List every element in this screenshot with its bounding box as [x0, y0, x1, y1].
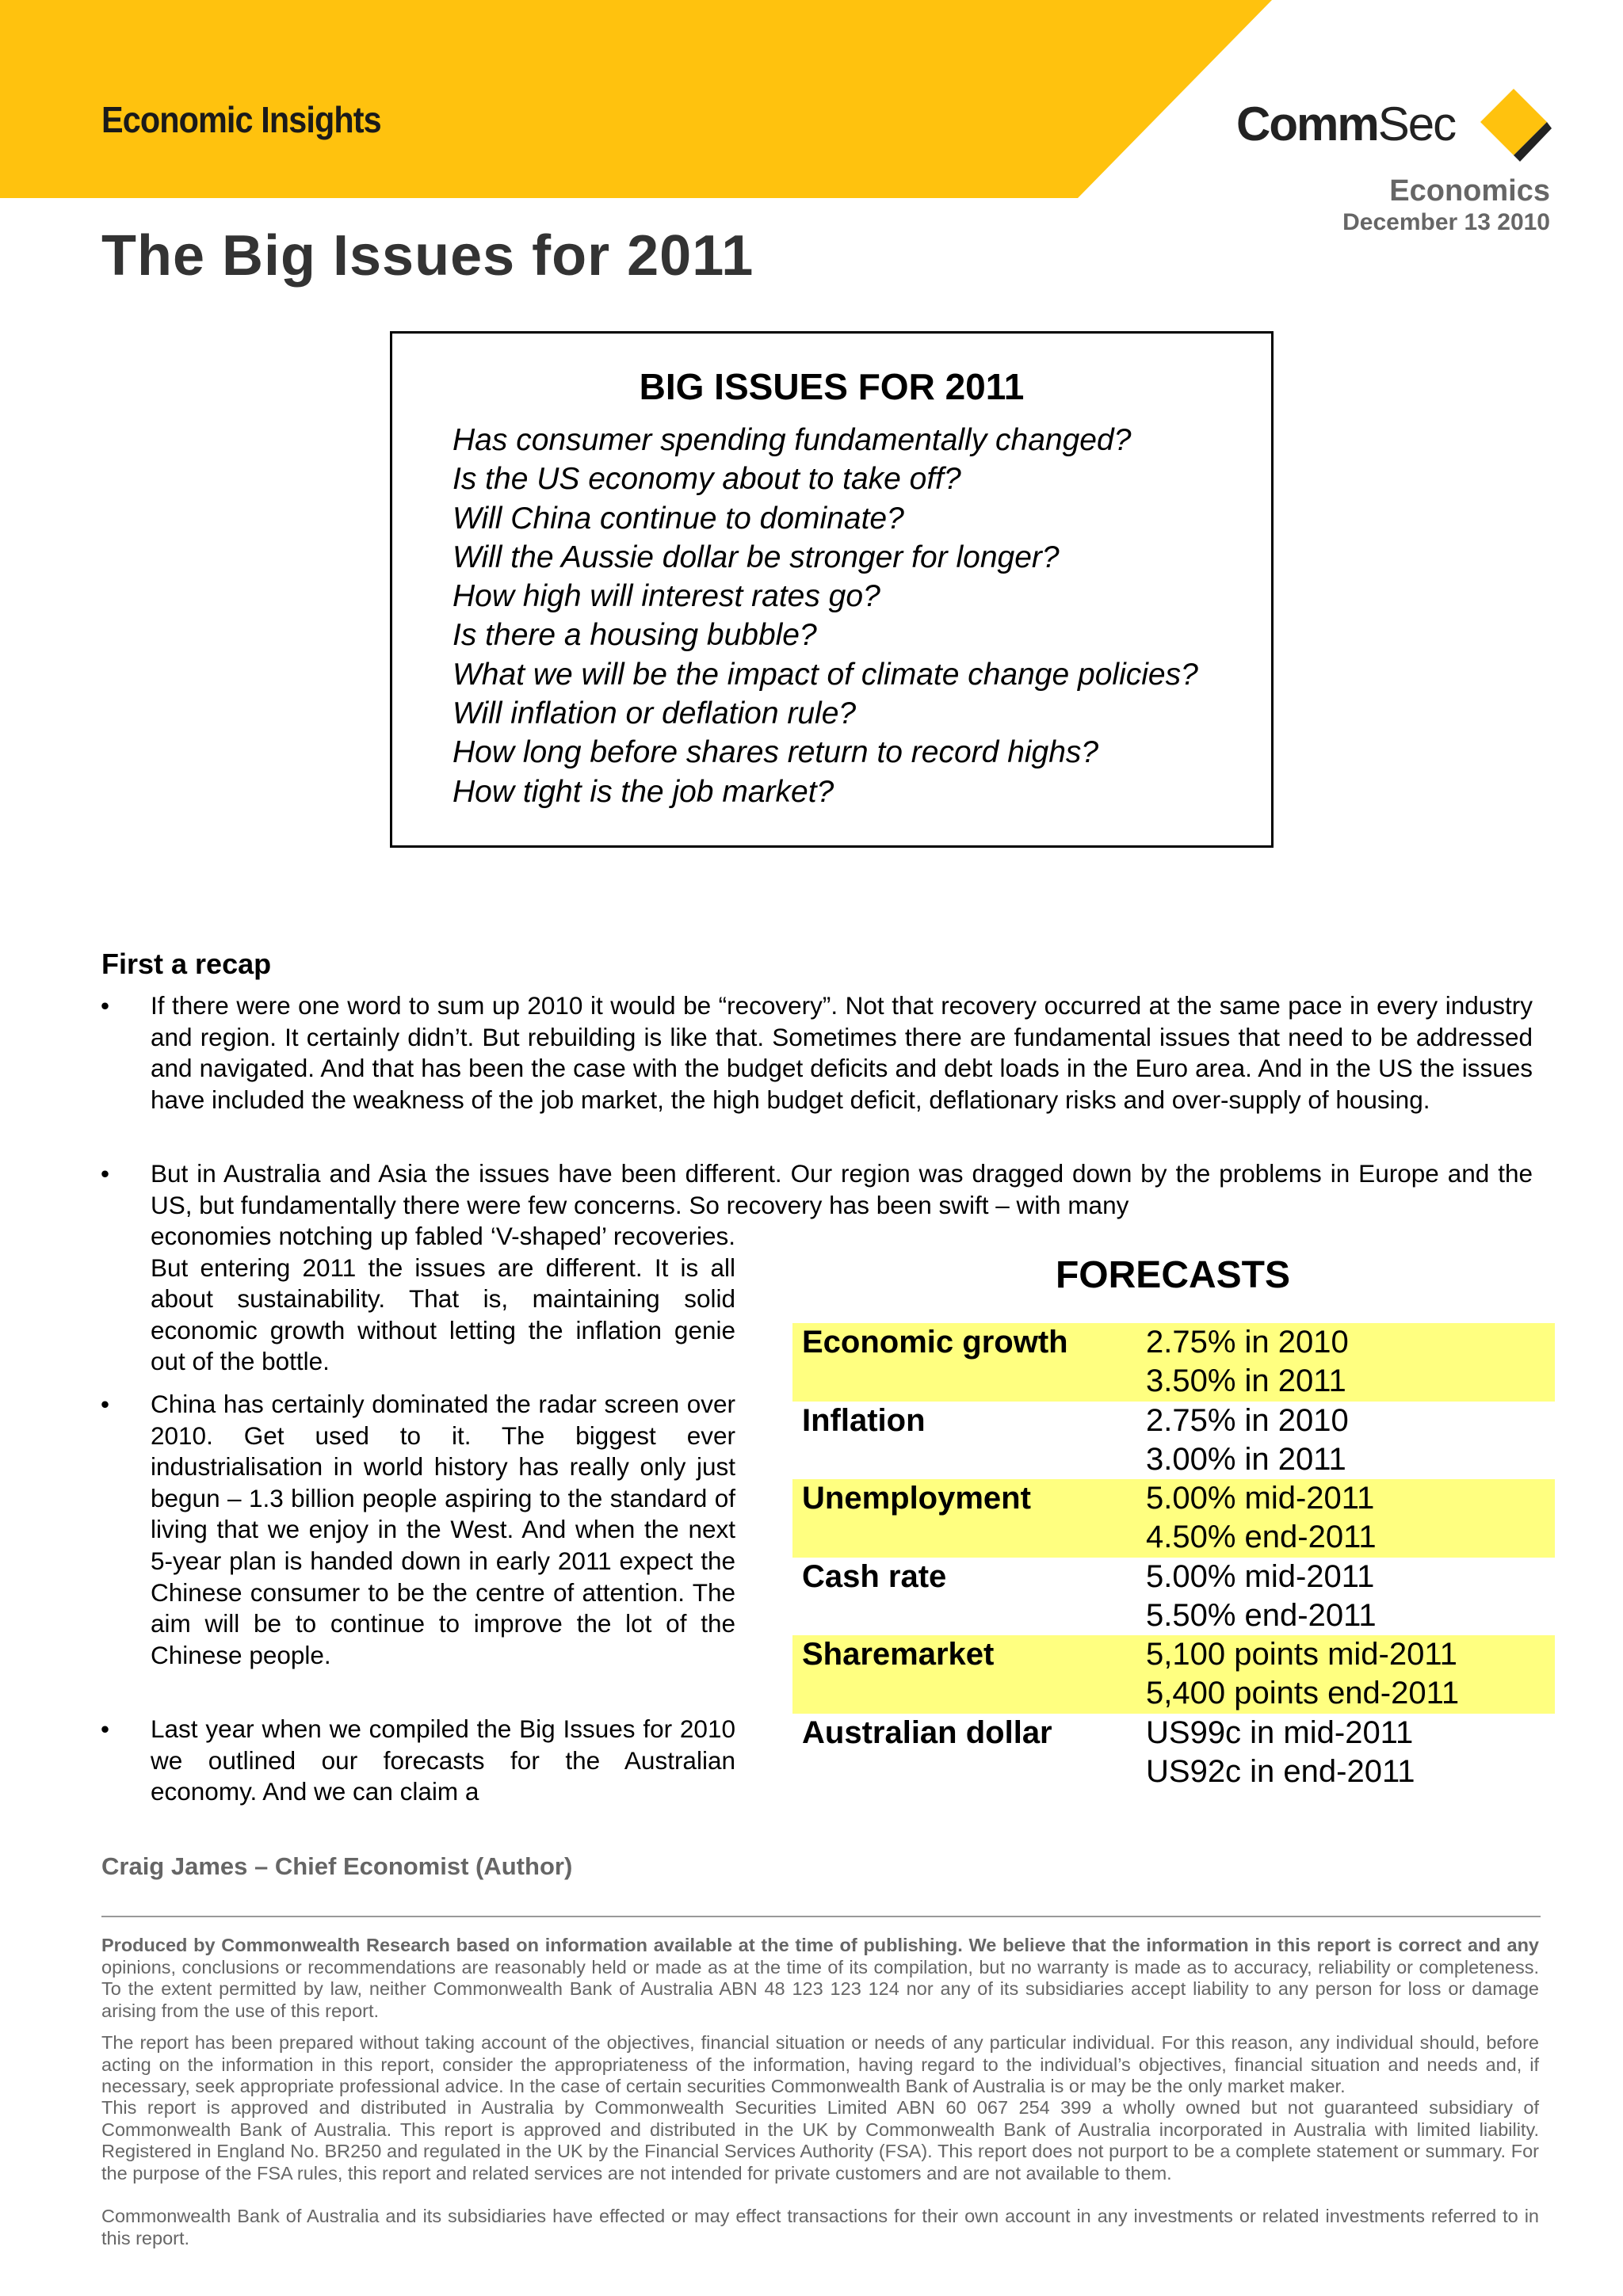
forecast-row-cash-rate	[792, 1558, 1555, 1636]
disclaimer-bold-lead: Produced by Commonwealth Research based on information available at the time of publishing. We believe that the information in this report is correct and any	[101, 1935, 1539, 1955]
recap-paragraph	[101, 1389, 735, 1671]
issue-item: Has consumer spending fundamentally changed?	[453, 423, 1132, 457]
forecast-label: Inflation	[802, 1402, 926, 1438]
issues-list	[453, 421, 1198, 811]
forecast-row-sharemarket	[792, 1635, 1555, 1714]
forecast-label: Australian dollar	[802, 1714, 1052, 1750]
forecast-value: 3.00% in 2011	[1146, 1441, 1346, 1477]
recap-paragraph-text: Last year when we compiled the Big Issues for 2010 we outlined our forecasts for the Australian economy. And we can claim a	[151, 1714, 735, 1806]
recap-paragraph-text: China has certainly dominated the radar screen over 2010. Get used to it. The biggest ever industrialisation in world history has really only just begun – 1.3 billion people aspiring to the standard of living that we enjoy in the West. And when the next 5-year plan is handed down in early 2011 expect the Chinese consumer to be the centre of attention. The aim will be to continue to improve the lot of the Chinese people.	[151, 1390, 735, 1669]
issue-item: Will the Aussie dollar be stronger for longer?	[453, 540, 1060, 574]
issue-item: How long before shares return to record highs?	[453, 735, 1099, 770]
issue-item: Is the US economy about to take off?	[453, 462, 961, 497]
bullet-icon: •	[101, 1159, 110, 1188]
forecast-value: 5,100 points mid-2011	[1146, 1637, 1457, 1672]
issues-box-heading: BIG ISSUES FOR 2011	[639, 366, 1025, 407]
forecast-label: Economic growth	[802, 1325, 1068, 1360]
disclaimer-paragraph	[101, 1935, 1539, 2023]
recap-paragraph-continued	[151, 1221, 735, 1378]
disclaimer-paragraph: The report has been prepared without taking account of the objectives, financial situation or needs of any particular individual. For this reason, any individual should, before acting on the information in this report, consider the appropriateness of the information, having regard to the individual’s objectives, financial situation and needs and, if necessary, seek appropriate professional advice. In the case of certain securities Commonwealth Bank of Australia is or may be the only market maker.	[101, 2032, 1539, 2097]
recap-paragraph	[101, 1158, 1533, 1221]
recap-paragraph-text: But in Australia and Asia the issues have been different. Our region was dragged down by the problems in Europe and the US, but fundamentally there were few concerns. So recovery has been swift – with many	[151, 1159, 1533, 1219]
recap-heading: First a recap	[101, 948, 272, 980]
forecast-value: 3.50% in 2011	[1146, 1363, 1346, 1398]
issue-item: How high will interest rates go?	[453, 579, 880, 614]
big-issues-box	[390, 331, 1274, 848]
logo-wordmark: CommSec	[1236, 97, 1456, 151]
forecast-label: Cash rate	[802, 1558, 947, 1594]
commsec-logo[interactable]	[1236, 86, 1553, 165]
forecast-label: Unemployment	[802, 1481, 1031, 1516]
forecast-value: 5,400 points end-2011	[1146, 1676, 1460, 1711]
issue-item: Will inflation or deflation rule?	[453, 696, 857, 731]
forecast-row-unemployment	[792, 1479, 1555, 1558]
forecast-row-inflation	[792, 1402, 1555, 1480]
disclaimer-text: opinions, conclusions or recommendations are reasonably held or made as at the time of its compilation, but no warranty is made as to accuracy, reliability or completeness. To the extent permitted by law, neither Commonwealth Bank of Australia ABN 48 123 123 124 nor any of its subsidiaries accept liability to any person for loss or damage arising from the use of this report.	[101, 1956, 1539, 2022]
logo-diamond-icon	[1476, 86, 1555, 165]
forecasts-heading: FORECASTS	[1055, 1254, 1290, 1296]
bullet-icon: •	[101, 991, 110, 1020]
disclaimer-paragraph: This report is approved and distributed in Australia by Commonwealth Securities Limited ABN 60 067 254 399 a wholly owned but not guaranteed subsidiary of Commonwealth Bank of Australia. This report is approved and distributed in the UK by Commonwealth Bank of Australia incorporated in Australia with limited liability. Registered in England No. BR250 and regulated in the UK by the Financial Services Authority (FSA). This report does not purport to be a complete statement or summary. For the purpose of the FSA rules, this report and related services are not intended for private customers and are not available to them.	[101, 2097, 1539, 2184]
issue-item: What we will be the impact of climate change policies?	[453, 657, 1198, 692]
recap-paragraph-text: economies notching up fabled ‘V-shaped’ recoveries. But entering 2011 the issues are different. It is all about sustainability. That is, maintaining solid economic growth without letting the inflation genie out of the bottle.	[151, 1222, 735, 1376]
bullet-icon: •	[101, 1390, 110, 1418]
forecast-value: 2.75% in 2010	[1146, 1402, 1349, 1438]
issue-item: Will China continue to dominate?	[453, 501, 904, 536]
forecast-value: 5.00% mid-2011	[1146, 1558, 1375, 1594]
forecasts-table	[792, 1323, 1555, 1792]
page-title: The Big Issues for 2011	[101, 224, 754, 288]
forecast-value: 4.50% end-2011	[1146, 1520, 1377, 1555]
issue-item: Is there a housing bubble?	[453, 618, 817, 653]
forecast-label: Sharemarket	[802, 1637, 995, 1672]
issue-item: How tight is the job market?	[453, 774, 834, 809]
disclaimer-paragraph: Commonwealth Bank of Australia and its subsidiaries have effected or may effect transactions for their own account in any investments or related investments referred to in this report.	[101, 2206, 1539, 2248]
bullet-icon: •	[101, 1714, 110, 1743]
forecast-value: US92c in end-2011	[1146, 1753, 1415, 1789]
forecast-value: US99c in mid-2011	[1146, 1714, 1414, 1750]
report-date: December 13 2010	[1342, 209, 1550, 235]
forecast-value: 5.00% mid-2011	[1146, 1481, 1375, 1516]
forecast-row-economic-growth	[792, 1323, 1555, 1402]
recap-paragraph	[101, 990, 1533, 1116]
forecast-value: 5.50% end-2011	[1146, 1597, 1377, 1633]
department-label: Economics	[1389, 174, 1550, 208]
author-credit: Craig James – Chief Economist (Author)	[101, 1852, 573, 1880]
footer-divider	[101, 1916, 1541, 1917]
series-name: Economic Insights	[101, 99, 381, 140]
forecast-row-australian-dollar	[792, 1714, 1555, 1792]
forecast-value: 2.75% in 2010	[1146, 1325, 1349, 1360]
recap-paragraph	[101, 1714, 735, 1808]
recap-paragraph-text: If there were one word to sum up 2010 it would be “recovery”. Not that recovery occurred at the same pace in every industry and region. It certainly didn’t. But rebuilding is like that. Sometimes there are fundamental issues that need to be addressed and navigated. And that has been the case with the budget deficits and debt loads in the Euro area. And in the US the issues have included the weakness of the job market, the high budget deficit, deflationary risks and over-supply of housing.	[151, 991, 1533, 1114]
